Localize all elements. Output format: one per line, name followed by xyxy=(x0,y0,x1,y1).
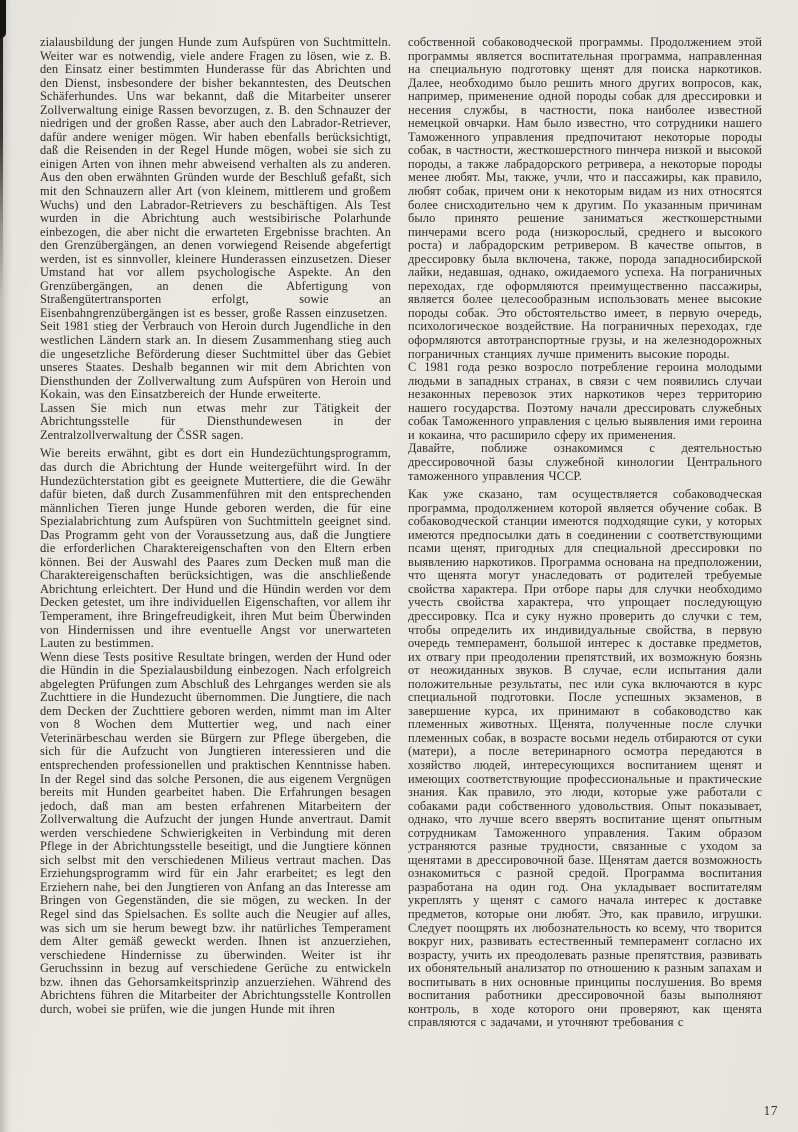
spine-shadow xyxy=(0,0,12,1132)
german-paragraph-3: Lassen Sie mich nun etwas mehr zur Tätigkeit der Abrichtungsstelle für Diensthundewesen in der Zentralzollverwaltung der ČSSR sagen. xyxy=(40,400,391,442)
two-column-text-block xyxy=(40,36,762,1096)
left-column-german xyxy=(40,36,391,1096)
right-column-russian xyxy=(408,36,762,1096)
russian-paragraph-4: Как уже сказано, там осуществляется собаководческая программа, продолжением которой является обучение собак. В собаководческой станции имеются подходящие суки, у которых имеются предпосылки дать в соединении с соответствующими псами щенят, пригодных для специальной дрессировки по выявлению наркотиков. Программа основана на предположении, что щенята могут унаследовать от родителей требуемые свойства характера. При отборе пары для случки необходимо учесть свойства характера, что упрощает последующую дрессировку. Пса и суку нужно проверить до случки с тем, чтобы определить их индивидуальные свойства, в первую очередь темперамент, большой интерес к доставке предметов, их отвагу при преодолении препятствий, их возможную боязнь от неожиданных звуков. В случае, если испытания дали положительные результаты, пес или сука включаются в курс специальной подготовки. После успешных экзаменов, в завершение курса, их принимают в собаководство как племенных животных. Щенята, полученные после случки племенных собак, в возрасте восьми недель отбираются от суки (матери), а после ветеринарного осмотра передаются в хозяйство людей, интересующихся воспитанием щенят и имеющих соответствующие профессиональные и практические знания. Как правило, это люди, которые уже работали с собаками ради собственного удовольствия. Опыт показывает, однако, что лучше всего вверять воспитание щенят опытным сотрудникам Таможенного управления. Таким образом устраняются разные трудности, связанные с уходом за щенятами в дрессировочной базе. Щенятам дается возможность ознакомиться с разной средой. Программа воспитания разработана на один год. Она укладывает воспитателям укреплять у щенят с самого начала интерес к доставке предметов, которые они любят. Это, как правило, игрушки. Следует поощрять их любознательность ко всему, что творится вокруг них, развивать естественный темперамент согласно их возрасту, учить их преодолевать разные препятствия, развивать их обонятельный анализатор по отношению к разным запахам и воспитывать в них основные принципы послушения. Во время воспитания работники дрессировочной базы выполняют контроль, в ходе которого они проверяют, как щенята справляются с задачами, и уточняют требования с xyxy=(408,487,762,1030)
spine-dark-edge xyxy=(0,0,3,300)
russian-paragraph-3: Давайте, поближе ознакомимся с деятельностью дрессировочной базы служебной кинологии Центрального таможенного управления ЧССР. xyxy=(408,441,762,483)
russian-paragraph-2: С 1981 года резко возросло потребление героина молодыми людьми в западных странах, в связи с чем появились случаи незаконных перевозок этих наркотиков через территорию нашего государства. Поэтому начали дрессировать служебных собак Таможенного управления с целью выявления ими героина и кокаина, что расширило сферу их применения. xyxy=(408,360,762,442)
german-paragraph-5: Wenn diese Tests positive Resultate bringen, werden der Hund oder die Hündin in die Spezialausbildung einbezogen. Nach erfolgreich abgelegten Prüfungen zum Abschluß des Lehrganges werden sie als Zuchttiere in die Hundezucht übernommen. Die Jungtiere, die nach dem Decken der Zuchttiere geboren werden, nimmt man im Alter von 8 Wochen dem Muttertier weg, und nach einer Veterinärbeschau werden sie Bürgern zur Pflege übergeben, die sich für die Aufzucht von Jungtieren interessieren und die entsprechenden professionellen und praktischen Kenntnisse haben. In der Regel sind das solche Personen, die aus eigenem Vergnügen bereits mit Hunden gearbeitet haben. Die Erfahrungen besagen jedoch, daß man am besten erfahrenen Mitarbeitern der Zollverwaltung die Aufzucht der jungen Hunde anvertraut. Damit werden verschiedene Schwierigkeiten in Verbindung mit deren Pflege in der Abrichtungsstelle beseitigt, und die Jungtiere können sich selbst mit den verschiedenen Milieus vertraut machen. Das Erziehungsprogramm wird für ein Jahr erarbeitet; es legt den Erziehern nahe, bei den Jungtieren von Anfang an das Interesse am Bringen von Gegenständen, die sie mögen, zu wecken. In der Regel sind das Spielsachen. Es sollte auch die Neugier auf alles, was sich um sie herum bewegt bzw. ihr natürliches Temperament dem Alter gemäß geweckt werden. Ihnen ist anzuerziehen, verschiedene Hindernisse zu überwinden. Weiter ist ihr Geruchssinn in bezug auf verschiedene Gerüche zu entwickeln bzw. ihnen das Gehorsamkeitsprinzip anzuerziehen. Während des Abrichtens führen die Mitarbeiter der Abrichtungsstelle Kontrollen durch, wobei sie prüfen, wie die jungen Hunde mit ihren xyxy=(40,649,391,1016)
german-paragraph-4: Wie bereits erwähnt, gibt es dort ein Hundezüchtungsprogramm, das durch die Abrichtung der Hunde weitergeführt wird. In der Hundezüchterstation gibt es geeignete Muttertiere, die die Gewähr dafür bieten, daß durch Zusammenführen mit den entsprechenden männlichen Tieren junge Hunde geboren werden, die für eine Spezialabrichtung zum Aufspüren von Suchtmitteln geeignet sind. Das Programm geht von der Voraussetzung aus, daß die Jungtiere die erforderlichen Charaktereigenschaften von den Eltern erben können. Bei der Auswahl des Paares zum Decken muß man die Charaktereigenschaften berücksichtigen, was die anschließende Abrichtung erleichtert. Der Hund und die Hündin werden vor dem Decken getestet, um ihre individuellen Eigenschaften, vor allem ihr Temperament, ihre Bringefreudigkeit, ihren Mut beim Überwinden von Hindernissen und ihre eventuelle Angst vor unerwarteten Lauten zu bestimmen. xyxy=(40,446,391,651)
russian-paragraph-1: собственной собаководческой программы. Продолжением этой программы является воспитательная программа, направленная на специальную подготовку щенят для поиска наркотиков. Далее, необходимо было решить много других вопросов, как, например, применение одной породы собак для дрессировки и несения службы, в частности, пока наиболее известной немецкой овчарки. Нам было известно, что сотрудники нашего Таможенного управления предпочитают некоторые породы собак, в частности, жесткошерстного пинчера низкой и высокой породы, а также лабрадорского ретривера, а некоторые породы менее любят. Мы, также, учли, что и пассажиры, как правило, любят собак, причем они к некоторым видам из них относятся более снисходительно чем к другим. По указанным причинам было принято решение заниматься жесткошерстными пинчерами всего рода (низкорослый, среднего и высокого роста) и лабрадорским ретривером. В качестве опытов, в дрессировку была включена, также, порода западносибирской лайки, недавшая, однако, ожидаемого успеха. На пограничных переходах, где оформляются преимущественно пассажиры, является более целесообразным использовать менее высокие породы собак. Это обстоятельство имеет, в первую очередь, психологическое воздействие. На пограничных переходах, где оформляются автотранспортные грузы, и на железнодорожных пограничных станциях лучше применить высокие породы. xyxy=(408,36,762,361)
german-paragraph-1: zialausbildung der jungen Hunde zum Aufspüren von Suchtmitteln. Weiter war es notwendig, viele andere Fragen zu lösen, wie z. B. den Einsatz einer bestimmten Hunderasse für das Abrichten und den Dienst, insbesondere der bisher bekanntesten, des Deutschen Schäferhundes. Uns war bekannt, daß die Mitarbeiter unserer Zollverwaltung einige Rassen bevorzugen, z. B. den Schnauzer der niedrigen und der großen Rasse, aber auch den Labrador-Retriever, dafür andere weniger mögen. Wir haben ebenfalls berücksichtigt, daß die Reisenden in der Regel Hunde mögen, wobei sie sich zu einigen Arten von ihnen mehr abweisend verhalten als zu anderen. Aus den oben erwähnten Gründen wurde der Beschluß gefaßt, sich mit den Schnauzern aller Art (von kleinem, mittlerem und großem Wuchs) und den Labrador-Retrievers zu beschäftigen. Als Test wurden in die Abrichtung auch westsibirische Polarhunde einbezogen, die aber nicht die erwarteten Ergebnisse brachten. An den Grenzübergängen, an denen vorwiegend Reisende abgefertigt werden, ist es sinnvoller, kleinere Hunderassen einzusetzen. Dieser Umstand hat vor allem psychologische Aspekte. An den Grenzübergängen, an denen die Abfertigung von Straßengütertransporten erfolgt, sowie an Eisenbahngrenzübergängen ist es besser, große Rassen einzusetzen. xyxy=(40,36,391,320)
german-paragraph-2: Seit 1981 stieg der Verbrauch von Heroin durch Jugendliche in den westlichen Ländern stark an. In diesem Zusammenhang stieg auch die ungesetzliche Beförderung dieser Suchtmittel über das Gebiet unseres Staates. Deshalb begannen wir mit dem Abrichten von Diensthunden der Zollverwaltung zum Aufspüren von Heroin und Kokain, was den Einsatzbereich der Hunde erweiterte. xyxy=(40,319,391,402)
page-number: 17 xyxy=(763,1103,778,1118)
scan-corner-artifact xyxy=(0,0,6,38)
